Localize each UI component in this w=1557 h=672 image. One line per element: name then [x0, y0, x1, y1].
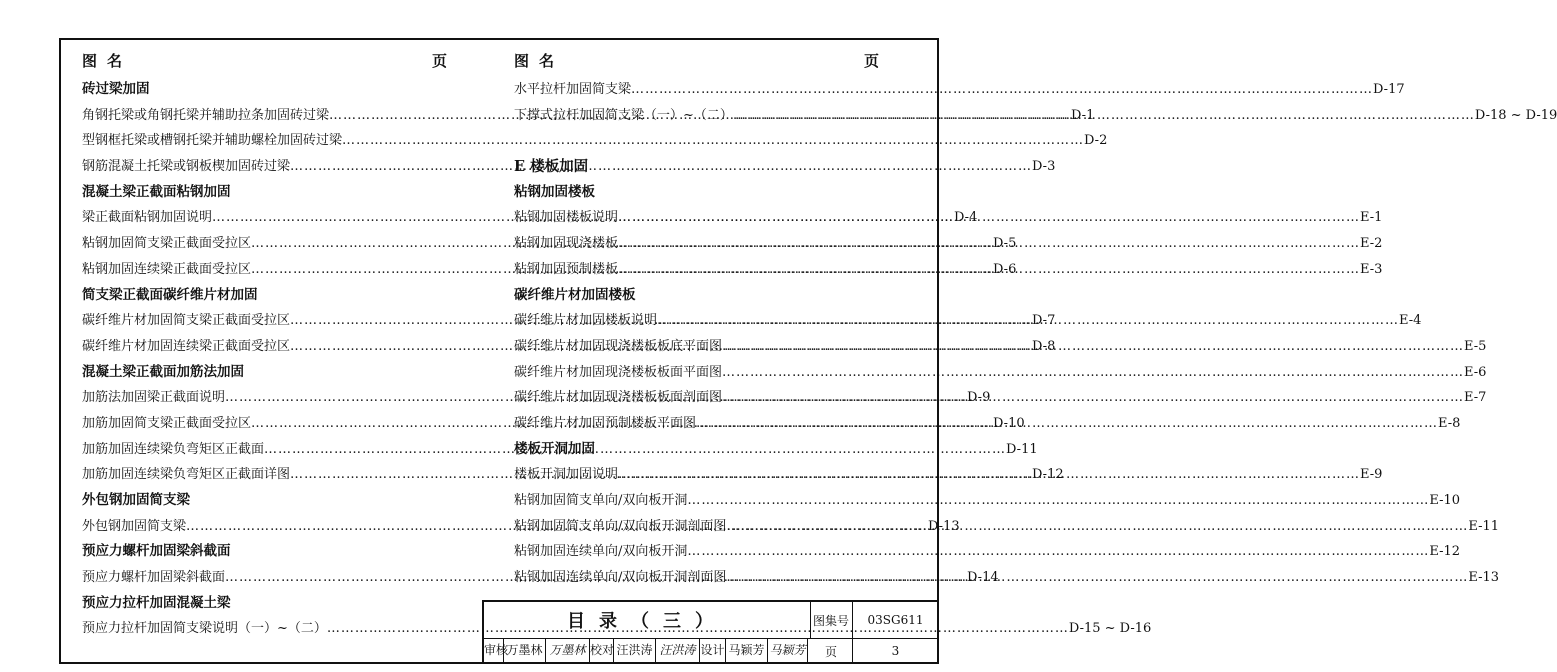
column-header [82, 50, 447, 72]
spacer [514, 128, 879, 154]
dot-leader [618, 205, 1360, 231]
section-heading: 砖过梁加固 [82, 81, 150, 97]
entry-title: 楼板开洞加固说明 [514, 467, 619, 483]
dot-leader [618, 231, 1360, 257]
entry-page: D-11 [1006, 441, 1038, 457]
entry-title: 碳纤维片材加固简支梁正截面受拉区 [82, 313, 291, 329]
entry-title: 碳纤维片材加固现浇楼板板面平面图 [514, 364, 723, 380]
section-heading: 碳纤维片材加固楼板 [514, 286, 636, 303]
dot-leader [687, 488, 1429, 514]
entry-title: 加筋法加固梁正截面说明 [82, 390, 226, 406]
entry-title: 预应力拉杆加固简支梁说明（一）~（二） [82, 621, 327, 637]
entry-title: 碳纤维片材加固连续梁正截面受拉区 [82, 338, 291, 354]
entry-title: 粘钢加固简支单向/双向板开洞 [514, 493, 688, 508]
entry-page: E-2 [1360, 236, 1383, 252]
entry-page: D-15 ~ D-16 [1068, 621, 1152, 637]
entry-title: 粘钢加固现浇楼板 [514, 236, 619, 252]
entry-title: 角钢托梁或角钢托梁并辅助拉条加固砖过梁 [82, 107, 330, 123]
entry-title: 下撑式拉杆加固简支梁（一）~（二） [514, 107, 733, 123]
dot-leader [696, 411, 1438, 437]
entry-title: 碳纤维片材加固现浇楼板板面剖面图 [514, 390, 723, 406]
entry-title: 粘钢加固简支梁正截面受拉区 [82, 236, 252, 252]
entry-title: 碳纤维片材加固现浇楼板板底平面图 [514, 338, 723, 354]
section-heading: 简支梁正截面碳纤维片材加固 [82, 286, 258, 303]
toc-entry [514, 77, 1405, 103]
entry-page: E-3 [1360, 261, 1383, 277]
entry-title: 粘钢加固连续梁正截面受拉区 [82, 261, 252, 277]
dot-leader [722, 360, 1464, 386]
section-heading: 预应力螺杆加固梁斜截面 [82, 543, 231, 560]
entry-page: E-10 [1429, 493, 1461, 508]
toc-entry [514, 360, 1487, 386]
reviewer-name: 万墨林 [504, 638, 546, 662]
section-heading: 预应力拉杆加固混凝土梁 [82, 594, 231, 611]
reviewer-role: 审核 [482, 638, 504, 662]
dot-leader [722, 334, 1464, 360]
entry-title: 型钢框托梁或槽钢托梁并辅助螺栓加固砖过梁 [82, 133, 343, 149]
dot-leader [733, 103, 1475, 129]
page-label: 页 [810, 638, 853, 664]
entry-page: D-4 [954, 210, 978, 226]
entry-title: 碳纤维片材加固预制楼板平面图 [514, 415, 697, 431]
entry-page: D-7 [1032, 313, 1056, 329]
entry-page: D-5 [993, 236, 1017, 252]
entry-title: 加筋加固连续梁负弯矩区正截面 [82, 441, 265, 457]
dot-leader [657, 308, 1399, 334]
entry-page: E-12 [1429, 544, 1461, 560]
entry-page: D-12 [1032, 467, 1064, 483]
entry-title: 粘钢加固楼板说明 [514, 210, 619, 226]
reviewer-signature: 万墨林 [546, 638, 590, 662]
entry-page: D-13 [928, 518, 960, 534]
section-heading: 外包钢加固简支梁 [82, 492, 190, 508]
header-page: 页 [863, 52, 879, 70]
header-title: 图名 [82, 52, 133, 70]
entry-page: D-6 [993, 261, 1017, 277]
section-heading: 混凝土梁正截面加筋法加固 [82, 363, 244, 380]
page-number: 3 [891, 644, 900, 658]
section-heading: 楼板开洞加固 [514, 440, 595, 457]
entry-page: D-2 [1084, 133, 1108, 149]
entry-title: 加筋加固连续梁负弯矩区正截面详图 [82, 467, 291, 483]
entry-title: 钢筋混凝土托梁或钢板楔加固砖过梁 [82, 159, 291, 175]
atlas-number-label: 图集号 [810, 602, 853, 639]
toc-entry [514, 488, 1461, 514]
entry-title: 粘钢加固预制楼板 [514, 261, 619, 277]
header-page: 页 [431, 52, 447, 70]
entry-page: E-11 [1468, 518, 1500, 534]
dot-leader [687, 539, 1429, 565]
sheet-title: 目录（三） [484, 602, 811, 639]
dot-leader [631, 77, 1373, 103]
checker-signature: 汪洪涛 [656, 638, 700, 662]
entry-page: D-9 [967, 390, 991, 406]
checker-name: 汪洪涛 [614, 638, 656, 662]
entry-page: E-9 [1360, 467, 1383, 483]
designer-role: 设计 [700, 638, 726, 662]
entry-page: E-7 [1464, 390, 1487, 406]
designer-name: 马颖芳 [726, 638, 768, 662]
toc-entry [514, 103, 1557, 129]
dot-leader [726, 514, 1468, 540]
entry-page: D-17 [1373, 82, 1405, 97]
entry-title: 预应力螺杆加固梁斜截面 [82, 570, 226, 586]
entry-page: D-10 [993, 415, 1025, 431]
section-heading: 粘钢加固楼板 [514, 183, 595, 200]
toc-entry [82, 128, 1108, 154]
header-title: 图名 [514, 52, 565, 70]
entry-page: E-13 [1468, 570, 1500, 586]
entry-page: D-18 ~ D-19 [1474, 107, 1557, 123]
atlas-number: 03SG611 [852, 602, 939, 639]
entry-title: 粘钢加固简支单向/双向板开洞剖面图 [514, 518, 727, 534]
column-header [514, 50, 879, 72]
entry-title: 梁正截面粘钢加固说明 [82, 210, 213, 226]
checker-role: 校对 [590, 638, 614, 662]
entry-page: D-1 [1071, 107, 1095, 123]
entry-page: D-14 [967, 570, 999, 586]
entry-page: E-5 [1464, 338, 1487, 354]
entry-page: E-8 [1438, 415, 1461, 431]
entry-page: D-8 [1032, 338, 1056, 354]
part-heading: E 楼板加固 [514, 158, 589, 176]
dot-leader [618, 462, 1360, 488]
dot-leader [726, 565, 1468, 591]
dot-leader [618, 257, 1360, 283]
entry-title: 碳纤维片材加固楼板说明 [514, 313, 658, 329]
entry-title: 外包钢加固简支梁 [82, 518, 187, 534]
toc-entry [514, 539, 1461, 565]
entry-title: 粘钢加固连续单向/双向板开洞剖面图 [514, 570, 727, 586]
entry-page: E-4 [1399, 313, 1422, 329]
dot-leader [722, 385, 1464, 411]
entry-page: E-6 [1464, 364, 1487, 380]
entry-page: E-1 [1360, 210, 1383, 226]
entry-title: 水平拉杆加固简支梁 [514, 82, 632, 97]
entry-title: 粘钢加固连续单向/双向板开洞 [514, 544, 688, 560]
designer-signature: 马颖芳 [768, 638, 808, 662]
entry-title: 加筋加固简支梁正截面受拉区 [82, 415, 252, 431]
section-heading: 混凝土梁正截面粘钢加固 [82, 183, 231, 200]
entry-page: D-3 [1032, 159, 1056, 175]
